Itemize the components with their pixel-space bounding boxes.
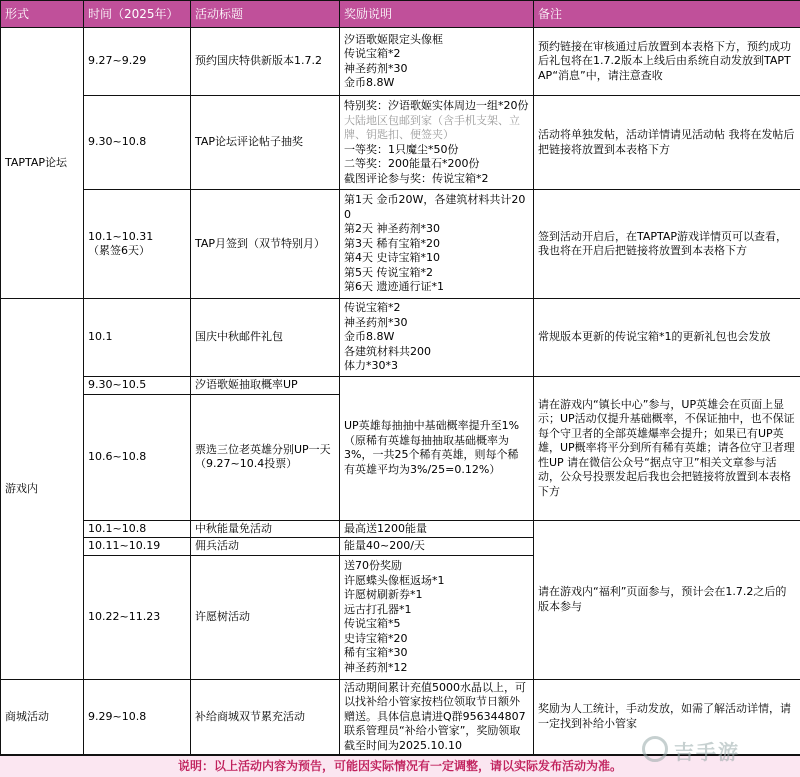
table-row — [1, 96, 800, 190]
row6-title: 票选三位老英雄分别UP一天（9.27~10.4投票） — [191, 394, 340, 520]
reward-line: 传说宝箱*5 — [344, 617, 529, 632]
reward-line: 远古打孔器*1 — [344, 603, 529, 618]
row8-time: 10.11~10.19 — [84, 538, 191, 556]
table-row — [1, 377, 800, 395]
reward-line: 截图评论参与奖：传说宝箱*2 — [344, 172, 529, 187]
row10-reward: 活动期间累计充值5000水晶以上，可以找补给小管家按档位领取节日额外赠送。具体信息请进Q群956344807联系管理员“补给小管家”，奖励领取截至时间为2025.10.10 — [340, 679, 534, 755]
row5-title: 汐语歌姬抽取概率UP — [191, 377, 340, 395]
reward-line: 神圣药剂*30 — [344, 62, 529, 77]
row10-time: 9.29~10.8 — [84, 679, 191, 755]
reward-line: 传说宝箱*2 — [344, 301, 529, 316]
table-row — [1, 520, 800, 538]
row9-title: 许愿树活动 — [191, 555, 340, 679]
reward-line: 特别奖：汐语歌姬实体周边一组*20份 — [344, 99, 529, 114]
section-taptap: TAPTAP论坛 — [1, 28, 84, 299]
row5-time: 9.30~10.5 — [84, 377, 191, 395]
watermark-logo — [642, 734, 792, 764]
row1-reward — [340, 28, 534, 96]
row10-note: 奖励为人工统计，手动发放，如需了解活动详情，请一定找到补给小管家 — [534, 679, 800, 755]
reward-line: 一等奖：1只魔尘*50份 — [344, 143, 529, 158]
row3-title: TAP月签到（双节特别月） — [191, 190, 340, 299]
row4-note: 常规版本更新的传说宝箱*1的更新礼包也会发放 — [534, 299, 800, 377]
table-row — [1, 190, 800, 299]
row2-note: 活动将单独发帖，活动详情请见活动帖 我将在发帖后把链接将放置到本表格下方 — [534, 96, 800, 190]
row2-reward — [340, 96, 534, 190]
row10-title: 补给商城双节累充活动 — [191, 679, 340, 755]
row3-time — [84, 190, 191, 299]
row3-reward — [340, 190, 534, 299]
row9-time: 10.22~11.23 — [84, 555, 191, 679]
header-note: 备注 — [534, 1, 800, 28]
row6-time: 10.6~10.8 — [84, 394, 191, 520]
reward-line: 许愿树刷新券*1 — [344, 588, 529, 603]
reward-line: 各建筑材料共200 — [344, 345, 529, 360]
time-line: （累签6天） — [88, 244, 186, 259]
header-row — [1, 1, 800, 28]
reward-line: 史诗宝箱*20 — [344, 632, 529, 647]
g-logo-icon — [642, 736, 668, 762]
table-row — [1, 299, 800, 377]
row4-time: 10.1 — [84, 299, 191, 377]
reward-line: 神圣药剂*30 — [344, 316, 529, 331]
reward-line: 二等奖：200能量石*200份 — [344, 157, 529, 172]
row7-reward: 最高送1200能量 — [340, 520, 534, 538]
row2-time: 9.30~10.8 — [84, 96, 191, 190]
row7-time: 10.1~10.8 — [84, 520, 191, 538]
reward-line: 体力*30*3 — [344, 359, 529, 374]
section-shop: 商城活动 — [1, 679, 84, 755]
reward-line: 神圣药剂*12 — [344, 661, 529, 676]
row8-title: 佣兵活动 — [191, 538, 340, 556]
reward-line: 第2天 神圣药剂*30 — [344, 222, 529, 237]
reward-line: 汐语歌姬限定头像框 — [344, 33, 529, 48]
reward-line: 第4天 史诗宝箱*10 — [344, 251, 529, 266]
reward-line: 金币8.8W — [344, 330, 529, 345]
reward-note-gray: 大陆地区包邮到家（含手机支架、立牌、钥匙扣、便签夹） — [344, 114, 529, 143]
row2-title: TAP论坛评论帖子抽奖 — [191, 96, 340, 190]
reward-line: 第6天 遗迹通行证*1 — [344, 280, 529, 295]
time-line: 10.1~10.31 — [88, 230, 186, 245]
header-form: 形式 — [1, 1, 84, 28]
header-reward: 奖励说明 — [340, 1, 534, 28]
reward-line: 传说宝箱*2 — [344, 47, 529, 62]
row56-note: 请在游戏内“镇长中心”参与，UP英雄会在页面上显示；UP活动仅提升基础概率，不保证抽中，也不保证每个守卫者的全部英雄爆率会提升；如果已有UP英雄，UP概率将平分到所有稀有英雄；请各位守卫者理性UP 请在微信公众号“据点守卫”相关文章参与活动，公众号投票发起后我也会把链接将放置到本表格下方 — [534, 377, 800, 521]
row3-note: 签到活动开启后，在TAPTAP游戏详情页可以查看，我也将在开启后把链接将放置到本表格下方 — [534, 190, 800, 299]
row1-note: 预约链接在审核通过后放置到本表格下方，预约成功后礼包将在1.7.2版本上线后由系统自动发放到TAPTAP“消息”中，请注意查收 — [534, 28, 800, 96]
footer-disclaimer: 说明：以上活动内容为预告，可能因实际情况有一定调整，请以实际发布活动为准。 — [0, 755, 800, 777]
row7-title: 中秋能量免活动 — [191, 520, 340, 538]
reward-line: 金币8.8W — [344, 76, 529, 91]
row1-title: 预约国庆特供新版本1.7.2 — [191, 28, 340, 96]
row9-reward — [340, 555, 534, 679]
table-row — [1, 28, 800, 96]
row1-time: 9.27~9.29 — [84, 28, 191, 96]
row8-reward: 能量40~200/天 — [340, 538, 534, 556]
reward-line: 第1天 金币20W，各建筑材料共计200 — [344, 193, 529, 222]
row789-note: 请在游戏内“福利”页面参与，预计会在1.7.2之后的版本参与 — [534, 520, 800, 679]
row6-reward: UP英雄每抽抽中基础概率提升至1%（原稀有英雄每抽抽取基础概率为3%，一共25个稀有英雄，则每个稀有英雄平均为3%/25=0.12%） — [340, 377, 534, 521]
reward-line: 第5天 传说宝箱*2 — [344, 266, 529, 281]
reward-line: 稀有宝箱*30 — [344, 646, 529, 661]
reward-line: 许愿蝶头像框返场*1 — [344, 574, 529, 589]
row4-reward — [340, 299, 534, 377]
reward-line: 第3天 稀有宝箱*20 — [344, 237, 529, 252]
watermark-text: 吉手游 — [674, 736, 740, 765]
row4-title: 国庆中秋邮件礼包 — [191, 299, 340, 377]
reward-line: 送70份奖励 — [344, 559, 529, 574]
header-time: 时间（2025年） — [84, 1, 191, 28]
section-ingame: 游戏内 — [1, 299, 84, 680]
header-title: 活动标题 — [191, 1, 340, 28]
